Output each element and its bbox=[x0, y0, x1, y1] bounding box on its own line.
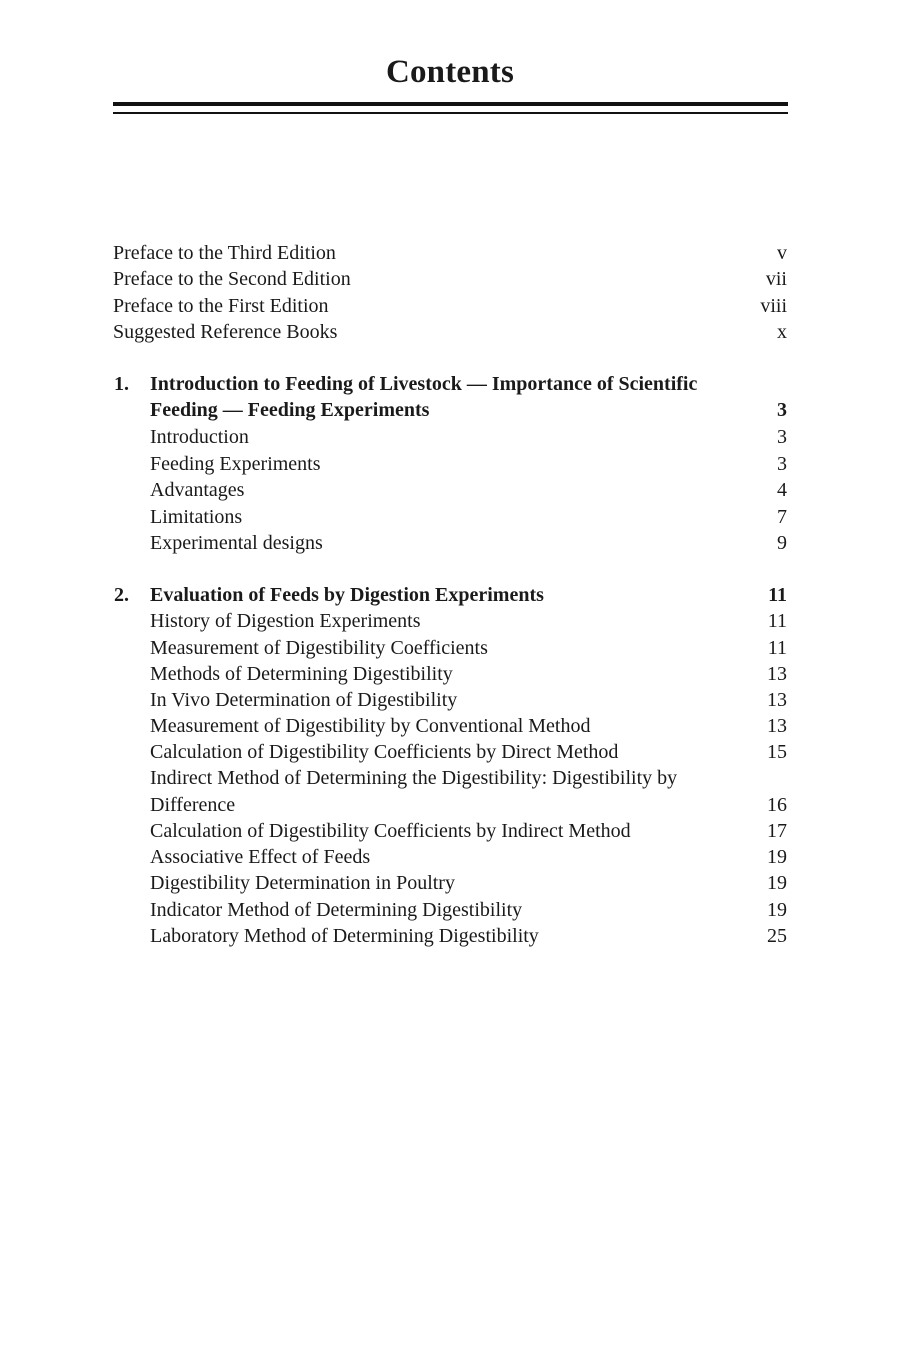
toc-entry[interactable] bbox=[0, 608, 900, 634]
toc-entry-page: viii bbox=[760, 295, 787, 317]
title-rule-thick bbox=[113, 102, 788, 106]
toc-entry-page: 13 bbox=[767, 689, 787, 711]
toc-entry-label: Indirect Method of Determining the Digestibility: Digestibility by bbox=[150, 767, 678, 789]
toc-entry-page: 9 bbox=[777, 532, 787, 554]
toc-entry[interactable] bbox=[0, 504, 900, 530]
toc-entry-page: 4 bbox=[777, 479, 787, 501]
toc-entry-label: Measurement of Digestibility Coefficients bbox=[150, 637, 488, 659]
toc-entry-label: Introduction bbox=[150, 426, 249, 448]
toc-entry-page: x bbox=[777, 321, 787, 343]
toc-entry[interactable] bbox=[0, 451, 900, 477]
toc-entry-page: 19 bbox=[767, 899, 787, 921]
toc-entry[interactable] bbox=[0, 635, 900, 661]
toc-entry-label: History of Digestion Experiments bbox=[150, 610, 421, 632]
toc-entry-page: v bbox=[777, 242, 787, 264]
chapter-page: 3 bbox=[777, 399, 787, 421]
toc-entry-page: 16 bbox=[767, 794, 787, 816]
page-title: Contents bbox=[385, 54, 515, 90]
toc-entry[interactable] bbox=[0, 530, 900, 556]
toc-entry-page: 19 bbox=[767, 846, 787, 868]
chapter-heading[interactable] bbox=[0, 582, 900, 608]
toc-entry[interactable] bbox=[0, 687, 900, 713]
toc-entry[interactable] bbox=[0, 319, 900, 345]
toc-entry-label: Advantages bbox=[150, 479, 245, 501]
toc-entry-page: 17 bbox=[767, 820, 787, 842]
toc-entry[interactable] bbox=[0, 424, 900, 450]
toc-entry-label: Experimental designs bbox=[150, 532, 323, 554]
toc-entry-page: vii bbox=[765, 268, 787, 290]
toc-entry-label: Preface to the Second Edition bbox=[113, 268, 351, 290]
toc-entry[interactable] bbox=[0, 897, 900, 923]
toc-entry[interactable] bbox=[0, 661, 900, 687]
toc-entry-page: 11 bbox=[767, 610, 787, 632]
toc-entry[interactable] bbox=[0, 477, 900, 503]
toc-entry[interactable] bbox=[0, 713, 900, 739]
toc-entry-label: Suggested Reference Books bbox=[113, 321, 338, 343]
toc-entry-label: Calculation of Digestibility Coefficients by Direct Method bbox=[150, 741, 619, 763]
chapter-title: Feeding — Feeding Experiments bbox=[150, 399, 430, 421]
toc-entry[interactable] bbox=[0, 870, 900, 896]
toc-entry-label: Indicator Method of Determining Digestibility bbox=[150, 899, 523, 921]
toc-entry-page: 7 bbox=[777, 506, 787, 528]
toc-entry[interactable] bbox=[0, 765, 900, 791]
chapter-number: 2. bbox=[114, 584, 129, 606]
title-rule-thin bbox=[113, 112, 788, 114]
toc-entry-page: 19 bbox=[767, 872, 787, 894]
chapter-page: 11 bbox=[768, 584, 787, 606]
toc-entry-label: Methods of Determining Digestibility bbox=[150, 663, 453, 685]
toc-entry[interactable] bbox=[0, 923, 900, 949]
toc-entry-label: In Vivo Determination of Digestibility bbox=[150, 689, 458, 711]
chapter-heading-continued[interactable] bbox=[0, 397, 900, 423]
toc-entry-page: 11 bbox=[767, 637, 787, 659]
toc-entry[interactable] bbox=[0, 792, 900, 818]
toc-entry-label: Measurement of Digestibility by Conventional Method bbox=[150, 715, 591, 737]
toc-entry[interactable] bbox=[0, 818, 900, 844]
toc-entry-label: Preface to the First Edition bbox=[113, 295, 329, 317]
toc-entry-page: 15 bbox=[767, 741, 787, 763]
chapter-number: 1. bbox=[114, 373, 129, 395]
toc-entry-page: 13 bbox=[767, 663, 787, 685]
toc-entry[interactable] bbox=[0, 240, 900, 266]
toc-entry-page: 13 bbox=[767, 715, 787, 737]
toc-entry-label: Associative Effect of Feeds bbox=[150, 846, 371, 868]
toc-entry-label: Limitations bbox=[150, 506, 243, 528]
toc-entry[interactable] bbox=[0, 739, 900, 765]
toc-entry-label: Feeding Experiments bbox=[150, 453, 321, 475]
toc-entry-label: Calculation of Digestibility Coefficients by Indirect Method bbox=[150, 820, 631, 842]
chapter-heading[interactable] bbox=[0, 371, 900, 397]
toc-entry-page: 3 bbox=[777, 453, 787, 475]
toc-entry-label: Difference bbox=[150, 794, 236, 816]
toc-entry-label: Laboratory Method of Determining Digestibility bbox=[150, 925, 539, 947]
chapter-title: Introduction to Feeding of Livestock — Importance of Scientific bbox=[150, 373, 698, 395]
toc-entry-page: 25 bbox=[767, 925, 787, 947]
toc-entry-label: Preface to the Third Edition bbox=[113, 242, 336, 264]
chapter-title: Evaluation of Feeds by Digestion Experiments bbox=[150, 584, 544, 606]
toc-entry[interactable] bbox=[0, 844, 900, 870]
toc-entry[interactable] bbox=[0, 266, 900, 292]
toc-entry-page: 3 bbox=[777, 426, 787, 448]
toc-entry[interactable] bbox=[0, 293, 900, 319]
toc-entry-label: Digestibility Determination in Poultry bbox=[150, 872, 455, 894]
